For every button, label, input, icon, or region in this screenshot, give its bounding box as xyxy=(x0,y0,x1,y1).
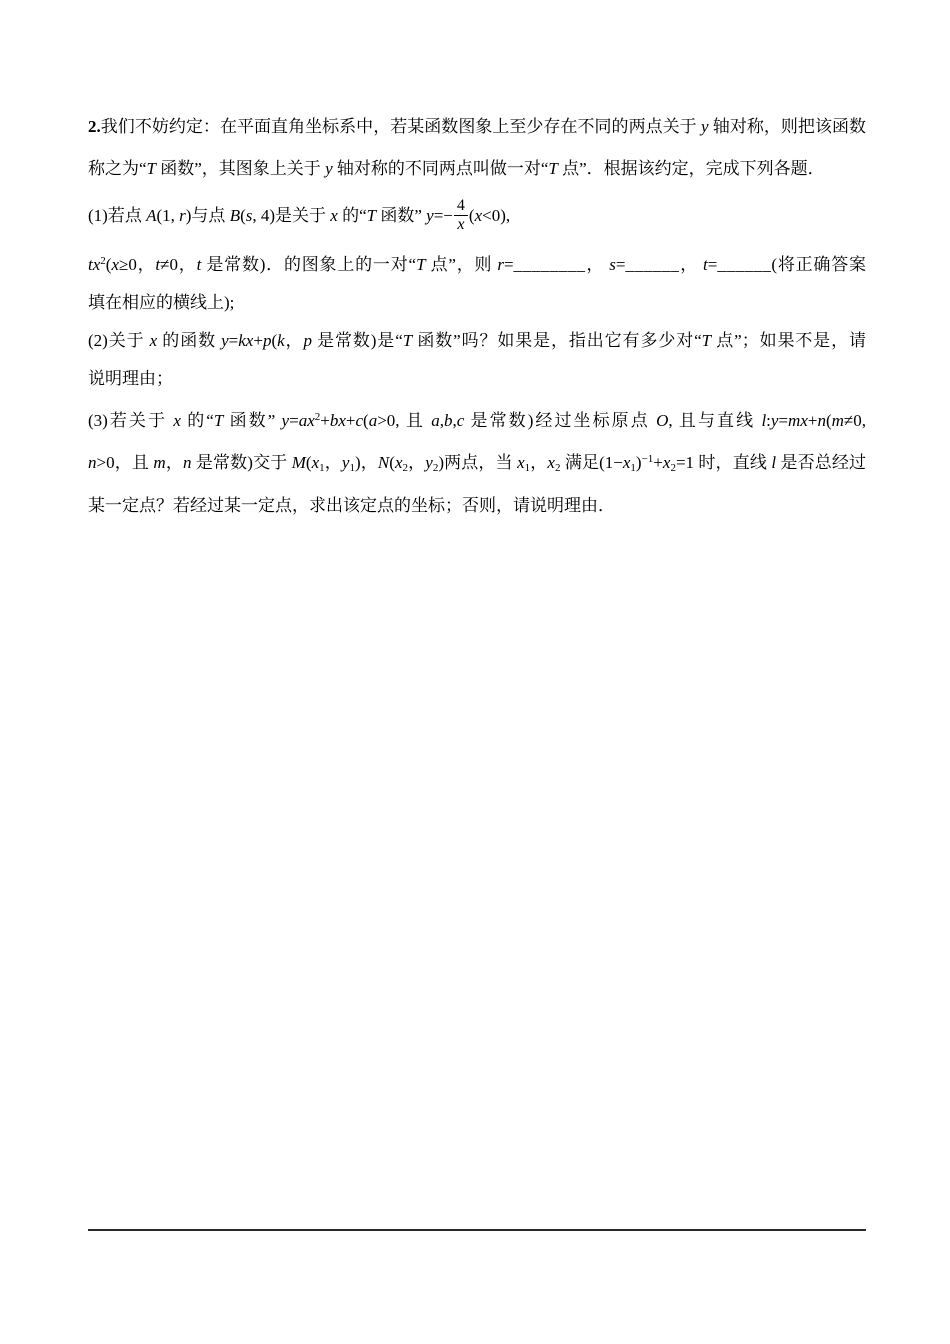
math-var-x: x xyxy=(92,255,101,274)
part1-line-2 xyxy=(88,242,866,284)
text-run: ， xyxy=(407,453,426,472)
text-run: 函数”，其图象上关于 xyxy=(156,159,326,178)
subscript: 1 xyxy=(349,462,355,474)
superscript: 2 xyxy=(314,411,321,423)
math-var-x: x xyxy=(111,255,119,274)
math-var-b: b xyxy=(443,411,453,430)
text-run: >0, 且 xyxy=(377,411,432,430)
text-run: , xyxy=(439,411,444,430)
math-var-y: y xyxy=(341,453,350,472)
part1-line-1 xyxy=(88,190,866,242)
text-run: , 4)是关于 xyxy=(252,206,331,225)
text-run: = xyxy=(228,331,239,350)
text-run: 某一定点？若经过某一定点，求出该定点的坐标；否则，请说明理由． xyxy=(88,496,615,515)
text-run: ≠0， xyxy=(160,255,197,274)
text-run: >0，且 xyxy=(96,453,154,472)
subscript: 1 xyxy=(319,462,325,474)
answer-blank-s: ______ xyxy=(625,255,680,274)
superscript-inverse: −1 xyxy=(641,453,654,465)
text-run: ( xyxy=(105,255,112,274)
subscript: 2 xyxy=(402,462,408,474)
text-run: ( xyxy=(468,206,475,225)
text-run: 函数” xyxy=(376,206,427,225)
text-run: 轴对称，则把该函数 xyxy=(708,117,867,136)
text-run: 是常数)．的图象上的一对“ xyxy=(201,255,417,274)
part1-line-3 xyxy=(88,284,866,322)
math-var-y: y xyxy=(281,411,290,430)
text-run: 是常数)是“ xyxy=(311,331,403,350)
math-var-y: y xyxy=(426,206,434,225)
subscript: 2 xyxy=(670,462,676,474)
text-run: )与点 xyxy=(185,206,230,225)
math-var-t: t xyxy=(88,255,93,274)
fraction-4-over-x xyxy=(454,197,468,234)
text-run: 的函数 xyxy=(157,331,222,350)
text-run: ， xyxy=(284,331,304,350)
text-run: = xyxy=(289,411,299,430)
math-var-x: x xyxy=(474,206,483,225)
text-run: 满足(1− xyxy=(560,453,623,472)
math-var-r: r xyxy=(179,206,186,225)
text-run: 的“ xyxy=(337,206,367,225)
math-var-N: N xyxy=(377,453,390,472)
math-expr-ax: ax xyxy=(298,411,315,430)
text-run: + xyxy=(320,411,330,430)
text-run: ≠0, xyxy=(843,411,867,430)
answer-blank-t: ______ xyxy=(717,255,772,274)
math-var-y: y xyxy=(325,159,333,178)
text-run: ， xyxy=(324,453,342,472)
text-run: = xyxy=(503,255,514,274)
text-run: 点”，则 xyxy=(425,255,498,274)
math-var-n: n xyxy=(88,453,97,472)
math-var-B: B xyxy=(229,206,241,225)
subscript: 2 xyxy=(554,462,561,474)
text-run: (3)若关于 xyxy=(88,411,174,430)
problem-block xyxy=(88,106,866,525)
math-var-T: T xyxy=(416,255,426,274)
text-run: 函数”吗？如果是，指出它有多少对“ xyxy=(412,331,702,350)
text-run: 是常数)经过坐标原点 xyxy=(464,411,657,430)
text-run: , xyxy=(452,411,457,430)
math-var-c: c xyxy=(456,411,465,430)
text-run: 说明理由； xyxy=(88,369,173,388)
math-var-x: x xyxy=(394,453,403,472)
part3-line-3 xyxy=(88,487,866,525)
math-var-M: M xyxy=(291,453,306,472)
text-run: ， xyxy=(679,255,704,274)
text-run: , 且与直线 xyxy=(668,411,762,430)
text-run: + xyxy=(345,411,356,430)
math-var-r: r xyxy=(497,255,504,274)
math-var-c: c xyxy=(355,411,364,430)
text-run: (将正确答案 xyxy=(771,255,866,274)
math-var-t: t xyxy=(703,255,708,274)
math-var-n: n xyxy=(182,453,192,472)
answer-blank-r: ________ xyxy=(513,255,586,274)
part3-line-1 xyxy=(88,398,866,440)
text-run: 称之为“ xyxy=(88,159,147,178)
intro-line-1 xyxy=(88,106,866,148)
text-run: ) xyxy=(635,453,642,472)
subscript: 2 xyxy=(432,462,439,474)
text-run: ( xyxy=(305,453,312,472)
math-var-x: x xyxy=(622,453,631,472)
math-var-a: a xyxy=(368,411,378,430)
math-var-l: l xyxy=(771,453,777,472)
math-var-T: T xyxy=(366,206,377,225)
text-run: ≥0， xyxy=(119,255,156,274)
text-run: + xyxy=(807,411,818,430)
math-var-t: t xyxy=(155,255,161,274)
text-run: =− xyxy=(433,206,453,225)
text-run: 的“ xyxy=(180,411,214,430)
text-run: =1 时，直线 xyxy=(675,453,772,472)
text-run: ， xyxy=(585,255,610,274)
text-run: = xyxy=(707,255,718,274)
math-var-x: x xyxy=(173,411,181,430)
math-var-p: p xyxy=(303,331,312,350)
math-var-p: p xyxy=(262,331,272,350)
text-run: = xyxy=(778,411,789,430)
math-var-T: T xyxy=(548,159,558,178)
fraction-denominator: x xyxy=(454,215,468,234)
text-run: (2)关于 xyxy=(88,331,150,350)
text-run: (1, xyxy=(156,206,180,225)
fraction-numerator: 4 xyxy=(456,196,465,214)
math-expr-kx: kx xyxy=(238,331,254,350)
text-run: 填在相应的横线上); xyxy=(88,293,235,312)
math-var-k: k xyxy=(277,331,285,350)
text-run: ( xyxy=(825,411,832,430)
text-run: ( xyxy=(240,206,246,225)
text-run: ( xyxy=(271,331,278,350)
math-var-s: s xyxy=(609,255,616,274)
math-var-l: l xyxy=(761,411,767,430)
math-var-m: m xyxy=(831,411,844,430)
subscript: 1 xyxy=(630,462,636,474)
math-var-m: m xyxy=(153,453,166,472)
text-run: )， xyxy=(354,453,378,472)
math-var-n: n xyxy=(817,411,826,430)
text-run: 轴对称的不同两点叫做一对“ xyxy=(332,159,549,178)
text-run: + xyxy=(253,331,263,350)
math-var-x: x xyxy=(330,206,338,225)
intro-line-2 xyxy=(88,148,866,190)
part2-line-2 xyxy=(88,360,866,398)
math-var-x: x xyxy=(149,331,158,350)
text-run: 点”；如果不是，请 xyxy=(711,331,867,350)
text-run: )两点，当 xyxy=(438,453,518,472)
superscript: 2 xyxy=(100,255,106,267)
math-var-y: y xyxy=(221,331,229,350)
text-run: ， xyxy=(530,453,548,472)
math-var-T: T xyxy=(213,411,224,430)
text-run: ( xyxy=(363,411,369,430)
subscript: 1 xyxy=(524,462,531,474)
part3-line-2 xyxy=(88,440,866,487)
math-var-t: t xyxy=(196,255,202,274)
text-run: = xyxy=(615,255,626,274)
text-run: + xyxy=(653,453,663,472)
problem-number: 2. xyxy=(88,117,101,136)
text-run: 点”．根据该约定，完成下列各题． xyxy=(557,159,825,178)
math-var-y: y xyxy=(770,411,779,430)
text-run: (1)若点 xyxy=(88,206,147,225)
text-run: ， xyxy=(165,453,183,472)
math-var-T: T xyxy=(146,159,157,178)
text-run: ( xyxy=(389,453,395,472)
math-expr-mx: mx xyxy=(788,411,808,430)
math-var-x: x xyxy=(547,453,555,472)
text-run: 是常数)交于 xyxy=(191,453,292,472)
math-var-A: A xyxy=(146,206,157,225)
math-var-T: T xyxy=(701,331,712,350)
math-var-s: s xyxy=(245,206,253,225)
math-var-x: x xyxy=(311,453,320,472)
math-var-O: O xyxy=(656,411,669,430)
math-var-x: x xyxy=(517,453,525,472)
text-run: <0), xyxy=(482,206,511,225)
math-expr-bx: bx xyxy=(329,411,346,430)
part2-line-1 xyxy=(88,322,866,360)
text-run: 我们不妨约定：在平面直角坐标系中，若某函数图象上至少存在不同的两点关于 xyxy=(100,117,701,136)
text-run: : xyxy=(766,411,771,430)
text-run: 函数” xyxy=(223,411,282,430)
math-var-a: a xyxy=(431,411,440,430)
footer-divider xyxy=(88,1229,866,1231)
math-var-y: y xyxy=(700,117,709,136)
math-var-x: x xyxy=(662,453,671,472)
math-var-T: T xyxy=(402,331,413,350)
math-var-y: y xyxy=(425,453,433,472)
text-run: 是否总经过 xyxy=(776,453,867,472)
